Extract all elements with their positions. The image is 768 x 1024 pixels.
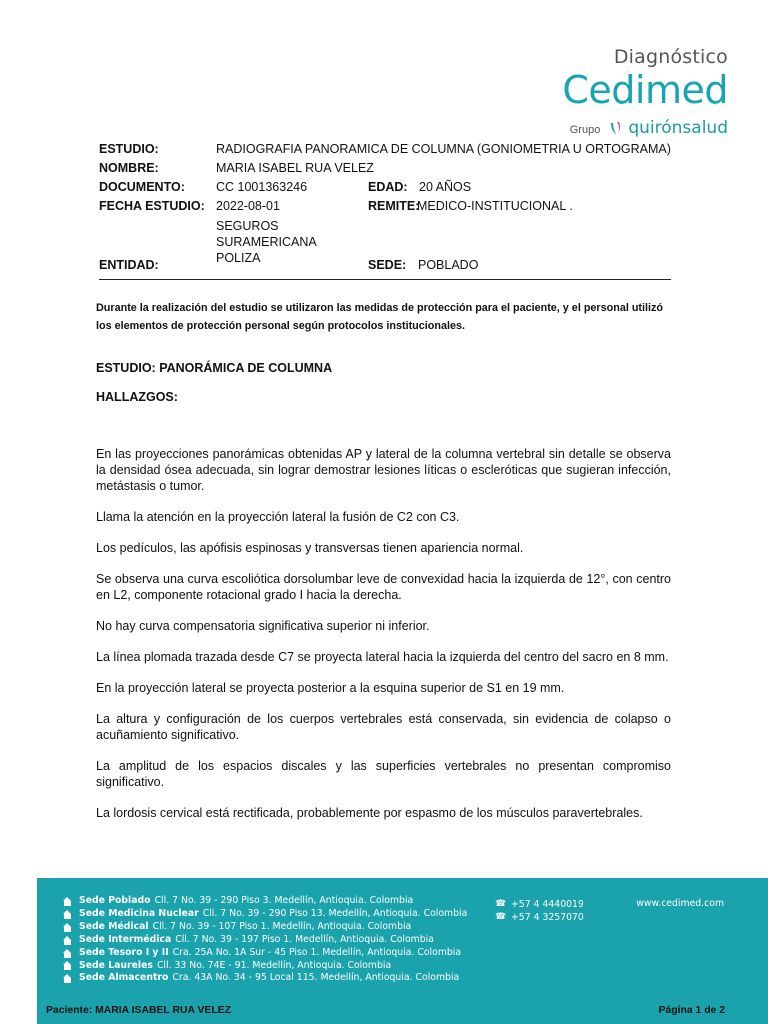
remite-label: REMITE: [368, 199, 420, 213]
sede-label: SEDE: [368, 258, 407, 272]
findings-title: HALLAZGOS: [96, 390, 178, 404]
estudio-value: RADIOGRAFIA PANORAMICA DE COLUMNA (GONIOMETRIA U ORTOGRAMA) [216, 142, 671, 156]
site-address: Cll. 7 No. 39 - 107 Piso 1. Medellín, Antioquia. Colombia [152, 920, 412, 932]
home-icon [63, 910, 72, 919]
finding-paragraph: En las proyecciones panorámicas obtenidas AP y lateral de la columna vertebral sin detalle se observa la densidad ósea adecuada, sin lograr demostrar lesiones líticas o escleróticas que sugieran infección, metástasis o tumor. [96, 447, 671, 493]
sites-list [63, 895, 467, 985]
finding-paragraph: Se observa una curva escoliótica dorsolumbar leve de convexidad hacia la izquierda de 12°, con centro en L2, componente rotacional grado I hacia la derecha. [96, 572, 671, 602]
logo-diagnostico-text: Diagnóstico [613, 46, 728, 68]
list-item [63, 908, 467, 921]
website-link[interactable]: www.cedimed.com [636, 898, 724, 909]
entidad-value [216, 218, 317, 266]
footer-band [37, 878, 768, 1024]
site-name: Sede Intermédica [79, 933, 172, 945]
phone-list [495, 898, 584, 924]
estudio-row [99, 142, 671, 161]
finding-paragraph: Llama la atención en la proyección lateral la fusión de C2 con C3. [96, 510, 460, 524]
edad-label: EDAD: [368, 180, 408, 194]
site-name: Sede Poblado [79, 895, 151, 906]
list-item [495, 911, 584, 924]
footer-bottom-bar [37, 1000, 768, 1024]
logo-group-name-a: quirón [628, 118, 683, 138]
entidad-row [99, 218, 671, 276]
header-divider [99, 279, 671, 280]
finding-paragraph: La amplitud de los espacios discales y las superficies vertebrales no presentan compromiso significativo. [96, 759, 671, 789]
fecha-label: FECHA ESTUDIO: [99, 199, 205, 213]
site-name: Sede Medicina Nuclear [79, 907, 199, 919]
findings-section [96, 446, 671, 836]
site-address: Cra. 25A No. 1A Sur - 45 Piso 1. Medellín, Antioquia. Colombia [172, 946, 462, 958]
site-name: Sede Laureles [79, 959, 153, 971]
phone-number: +57 4 4440019 [511, 899, 584, 910]
list-item [63, 960, 467, 973]
sede-value: POBLADO [418, 258, 479, 272]
site-address: Cll. 33 No. 74E - 91. Medellín, Antioquia. Colombia [156, 959, 392, 971]
entidad-label: ENTIDAD: [99, 258, 159, 272]
home-icon [63, 897, 72, 906]
site-address: Cll. 7 No. 39 - 290 Piso 3. Medellín, Antioquia. Colombia [154, 895, 414, 906]
phone-number: +57 4 3257070 [511, 912, 584, 923]
site-name: Sede Almacentro [79, 972, 169, 984]
logo-group [508, 116, 728, 140]
phone-icon: ☎ [495, 912, 507, 922]
list-item [495, 898, 584, 911]
documento-label: DOCUMENTO: [99, 180, 185, 194]
entidad-line-3: POLIZA [216, 251, 261, 265]
estudio-label: ESTUDIO: [99, 142, 159, 156]
home-icon [63, 949, 72, 958]
logo-brand-text: Cedimed [562, 68, 728, 112]
edad-value: 20 AÑOS [419, 180, 472, 194]
list-item [63, 947, 467, 960]
entidad-line-2: SURAMERICANA [216, 235, 317, 249]
finding-paragraph: La lordosis cervical está rectificada, probablemente por espasmo de los músculos paravertebrales. [96, 806, 643, 820]
documento-value: CC 1001363246 [216, 180, 308, 194]
site-address: Cra. 43A No. 34 - 95 Local 115. Medellín, Antioquia. Colombia [172, 972, 460, 984]
list-item [63, 934, 467, 947]
home-icon [63, 923, 72, 932]
page-number: Página 1 de 2 [658, 1005, 725, 1016]
site-name: Sede Médical [79, 920, 149, 932]
finding-paragraph: La línea plomada trazada desde C7 se proyecta lateral hacia la izquierda del centro del sacro en 8 mm. [96, 650, 669, 664]
nombre-label: NOMBRE: [99, 161, 159, 175]
site-name: Sede Tesoro I y II [79, 946, 169, 958]
home-icon [63, 974, 72, 983]
quironsalud-mark-icon [610, 120, 622, 136]
finding-paragraph: No hay curva compensatoria significativa superior ni inferior. [96, 619, 430, 633]
entidad-line-1: SEGUROS [216, 219, 279, 233]
finding-paragraph: Los pedículos, las apófisis espinosas y transversas tienen apariencia normal. [96, 541, 524, 555]
site-address: Cll. 7 No. 39 - 290 Piso 13. Medellín, Antioquia. Colombia [202, 907, 468, 919]
phone-icon: ☎ [495, 899, 507, 909]
footer-patient-name: Paciente: MARIA ISABEL RUA VELEZ [46, 1005, 231, 1016]
study-title: ESTUDIO: PANORÁMICA DE COLUMNA [96, 361, 333, 375]
home-icon [63, 961, 72, 970]
fecha-row [99, 199, 671, 218]
protection-notice: Durante la realización del estudio se utilizaron las medidas de protección para el paciente, y el personal utilizó los elementos de protección personal según protocolos institucionales. [96, 302, 664, 332]
finding-paragraph: En la proyección lateral se proyecta posterior a la esquina superior de S1 en 19 mm. [96, 681, 565, 695]
nombre-row [99, 161, 671, 180]
documento-row [99, 180, 671, 199]
remite-value: MEDICO-INSTITUCIONAL . [417, 199, 573, 213]
home-icon [63, 936, 72, 945]
list-item [63, 895, 467, 908]
patient-info-table [99, 142, 671, 276]
cedimed-logo [508, 46, 728, 140]
nombre-value: MARIA ISABEL RUA VELEZ [216, 161, 374, 175]
list-item [63, 972, 467, 985]
logo-group-label: Grupo [569, 124, 601, 136]
fecha-value: 2022-08-01 [216, 199, 280, 213]
logo-group-name-b: salud [682, 118, 728, 138]
list-item [63, 921, 467, 934]
finding-paragraph: La altura y configuración de los cuerpos vertebrales está conservada, sin evidencia de colapso o acuñamiento significativo. [96, 712, 671, 742]
site-address: Cll. 7 No. 39 - 197 Piso 1. Medellín, Antioquia. Colombia [175, 933, 434, 945]
